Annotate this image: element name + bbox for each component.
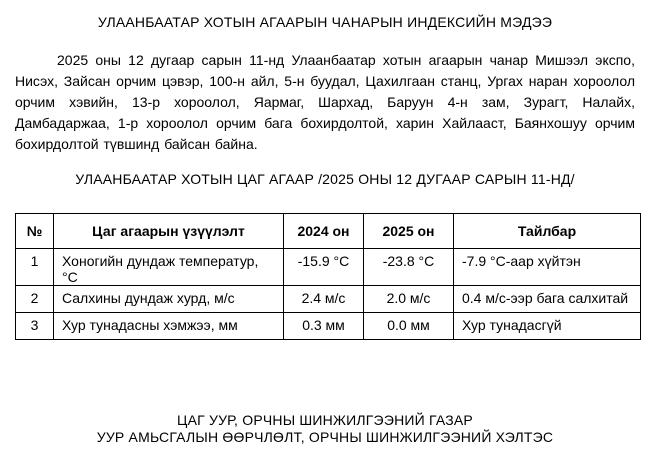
table-header-row — [16, 214, 641, 249]
column-header-2024: 2024 он — [284, 214, 364, 249]
value-2025: 2.0 м/с — [364, 286, 454, 313]
row-number: 2 — [16, 286, 54, 313]
value-2025: -23.8 °С — [364, 249, 454, 286]
indicator-label: Хур тунадасны хэмжээ, мм — [54, 313, 284, 340]
value-2024: 2.4 м/с — [284, 286, 364, 313]
indicator-label: Салхины дундаж хурд, м/с — [54, 286, 284, 313]
page-title: УЛААНБААТАР ХОТЫН АГААРЫН ЧАНАРЫН ИНДЕКСИЙН МЭДЭЭ — [97, 14, 553, 30]
value-2024: 0.3 мм — [284, 313, 364, 340]
footer-department-line: УУР АМЬСГАЛЫН ӨӨРЧЛӨЛТ, ОРЧНЫ ШИНЖИЛГЭЭНИЙ ХЭЛТЭС — [96, 429, 554, 445]
column-header-2025: 2025 он — [364, 214, 454, 249]
weather-section-title: УЛААНБААТАР ХОТЫН ЦАГ АГААР /2025 ОНЫ 12 ДУГААР САРЫН 11-НД/ — [75, 171, 575, 187]
footer-signature — [15, 412, 635, 446]
column-header-note: Тайлбар — [454, 214, 641, 249]
table-row-temperature — [16, 249, 641, 286]
note-cell: -7.9 °С-аар хүйтэн — [454, 249, 641, 286]
row-number: 3 — [16, 313, 54, 340]
note-cell: 0.4 м/с-ээр бага салхитай — [454, 286, 641, 313]
weather-table — [15, 213, 641, 340]
value-2024: -15.9 °С — [284, 249, 364, 286]
footer-agency-line: ЦАГ УУР, ОРЧНЫ ШИНЖИЛГЭЭНИЙ ГАЗАР — [177, 412, 473, 428]
table-row-wind — [16, 286, 641, 313]
column-header-indicator: Цаг агаарын үзүүлэлт — [54, 214, 284, 249]
column-header-number: № — [16, 214, 54, 249]
air-quality-summary-paragraph: 2025 оны 12 дугаар сарын 11-нд Улаанбаатар хотын агаарын чанар Мишээл экспо, Нисэх, Зайсан орчим цэвэр, 100-н айл, 5-н буудал, Цахилгаан станц, Ургах наран хороолол орчим хэвийн, 13-р хороолол, Яармаг, Шархад, Баруун 4-н зам, Зурагт, Налайх, Дамбадаржаа, 1-р хороолол орчим бага бохирдолтой, харин Хайлааст, Баянхошуу орчим бохирдолтой түвшинд байсан байна. — [15, 52, 635, 152]
note-cell: Хур тунадасгүй — [454, 313, 641, 340]
table-row-precipitation — [16, 313, 641, 340]
value-2025: 0.0 мм — [364, 313, 454, 340]
indicator-label: Хоногийн дундаж температур, °С — [54, 249, 284, 286]
row-number: 1 — [16, 249, 54, 286]
